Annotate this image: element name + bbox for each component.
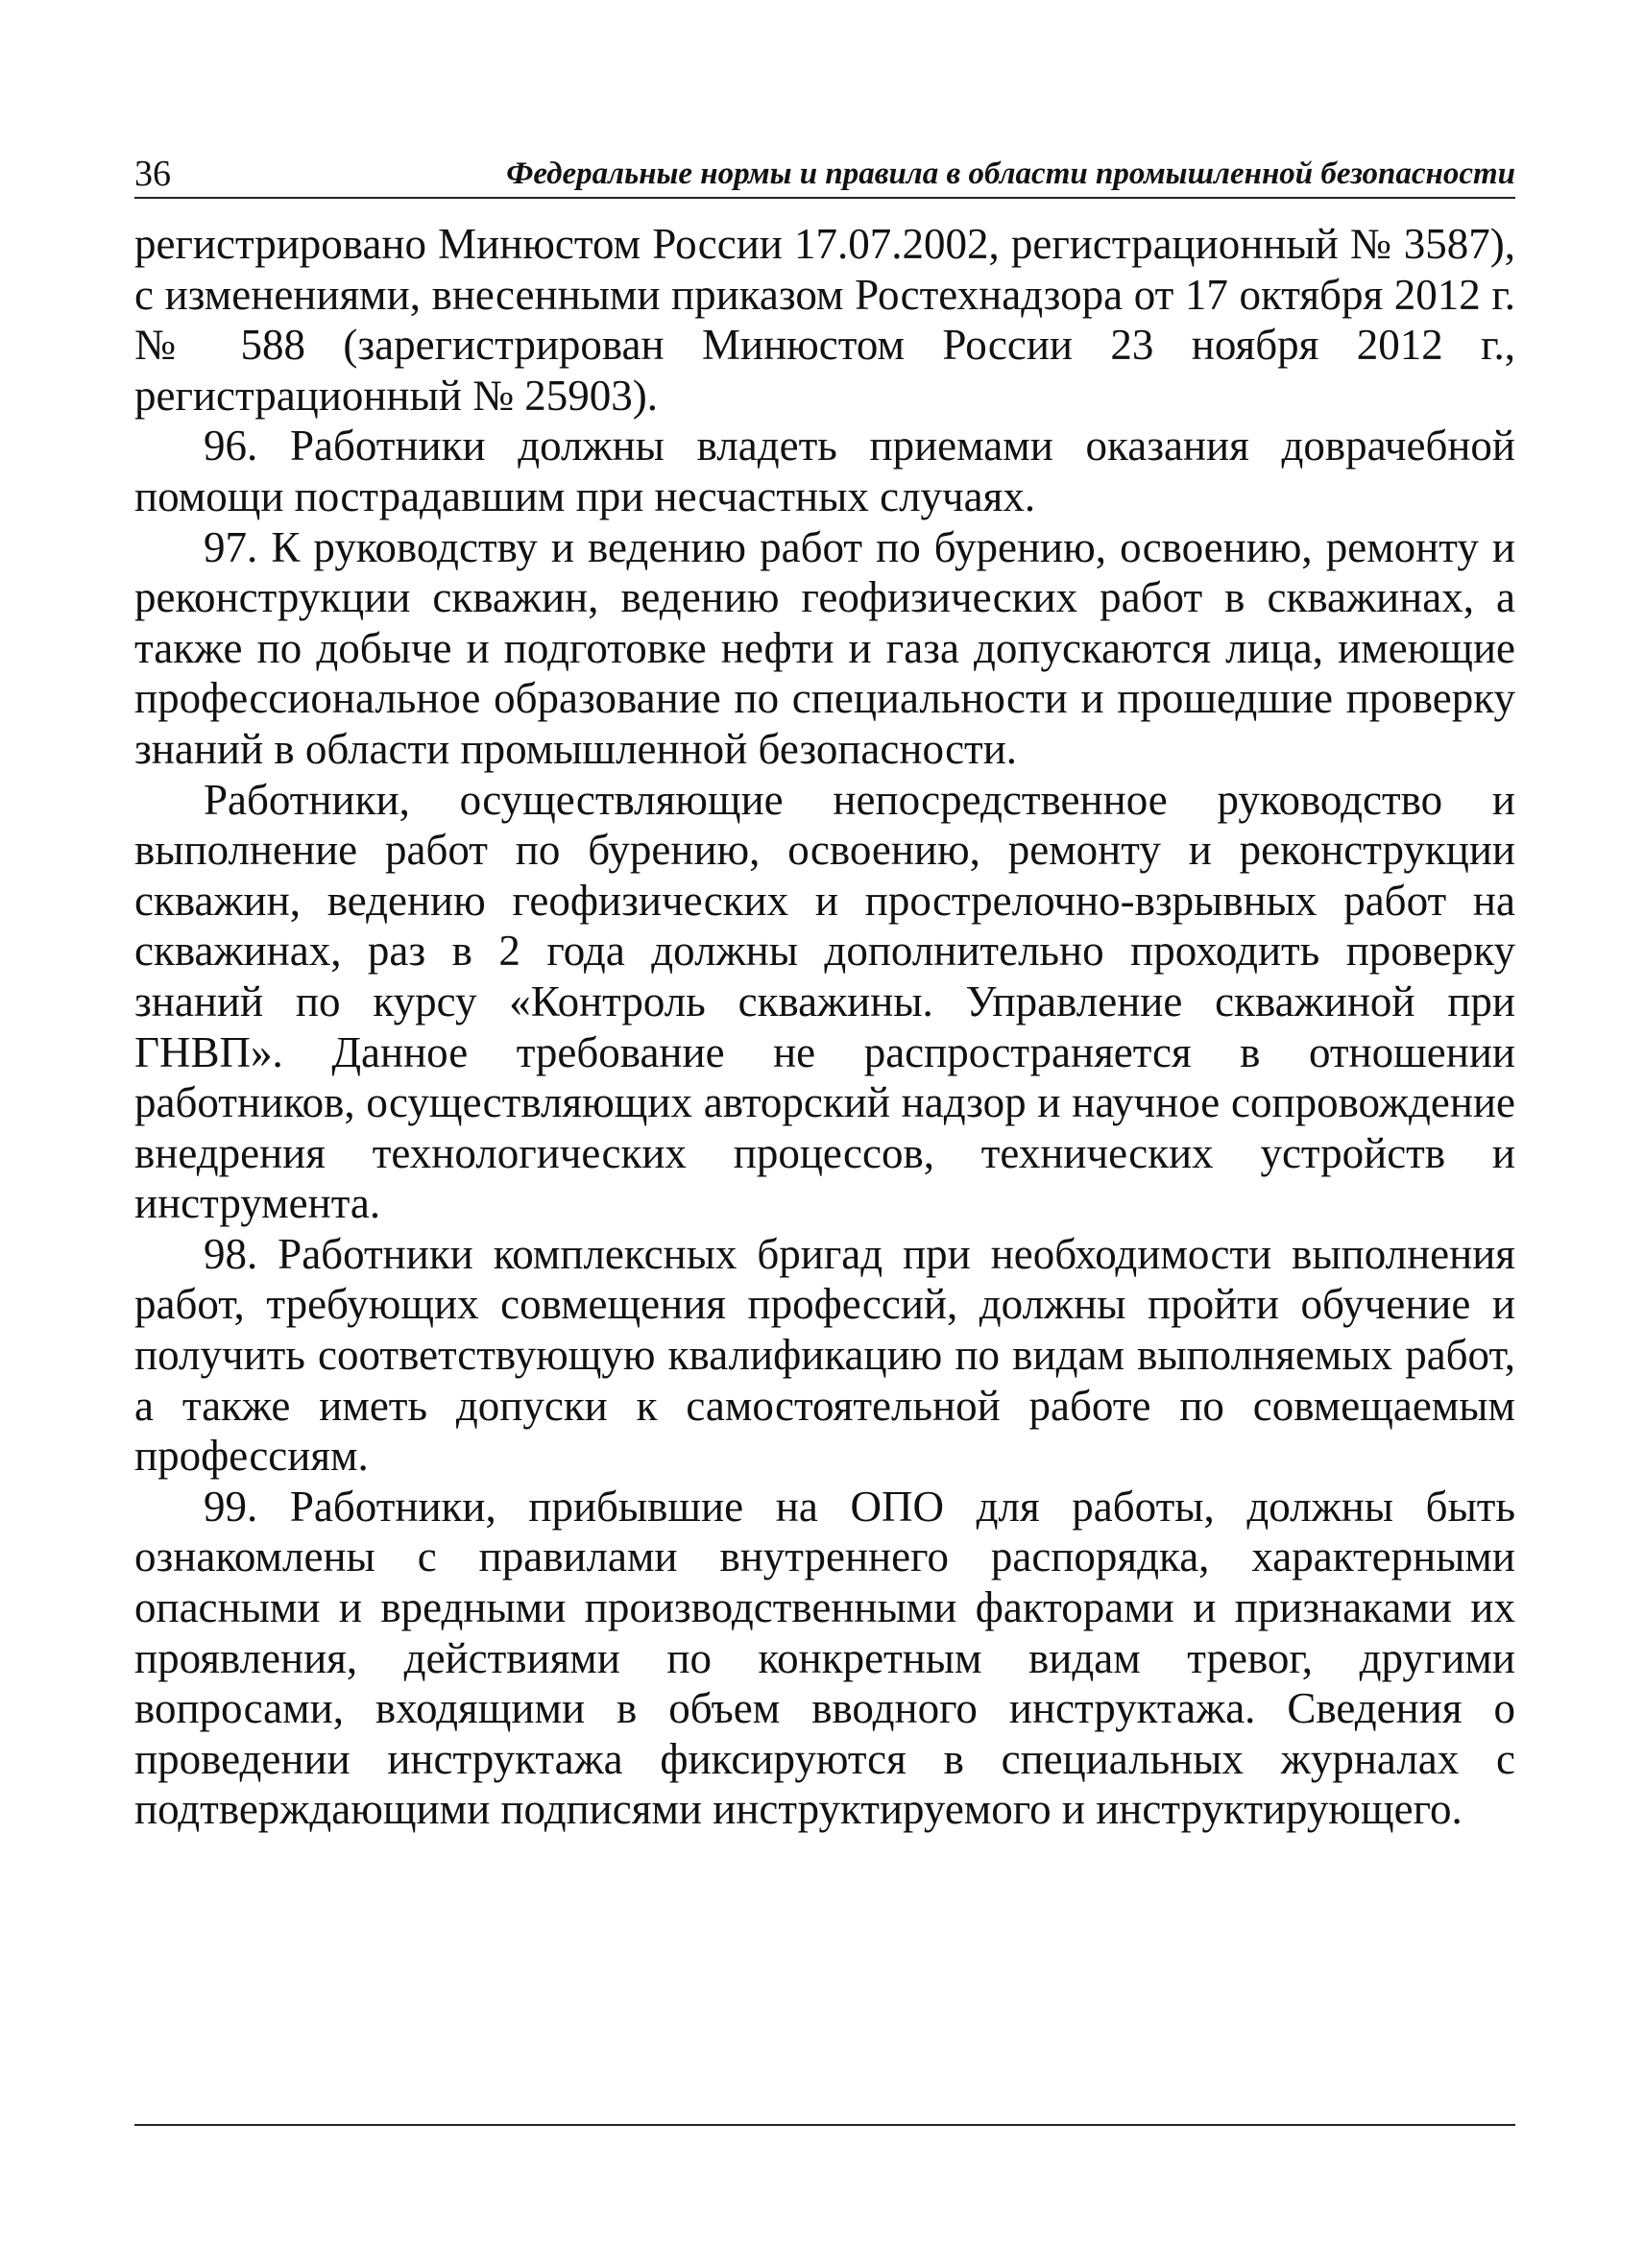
page-header [134, 146, 1515, 196]
paragraph-item-97-continuation: Работники, осуществляющие непосредственное руководство и выполнение работ по бурению, освоению, ремонту и реконструкции скважин, ведению геофизических и прострелочно-взрывных работ на скважинах, раз в 2 года должны дополнительно проходить проверку знаний по курсу «Контроль скважины. Управление скважиной при ГНВП». Данное требование не распространяется в отношении работников, осуществляющих авторский надзор и научное сопровождение внедрения технологических процессов, технических устройств и инструмента. [134, 775, 1515, 1228]
paragraph-item-99: 99. Работники, прибывшие на ОПО для работы, должны быть ознакомлены с правилами внутреннего распорядка, характерными опасными и вредными производственными факторами и признаками их проявления, действиями по конкретным видам тревог, другими вопросами, входящими в объем вводного инструктажа. Сведения о проведении инструктажа фиксируются в специальных журналах с подтверждающими подписями инструктируемого и инструктирующего. [134, 1482, 1515, 1834]
paragraph-item-96: 96. Работники должны владеть приемами оказания доврачебной помощи пострадавшим при несчастных случаях. [134, 422, 1515, 520]
footer-divider [134, 2124, 1515, 2126]
header-divider [134, 197, 1515, 199]
body-text [134, 219, 1515, 1835]
page-number: 36 [134, 154, 171, 194]
paragraph-item-97: 97. К руководству и ведению работ по бурению, освоению, ремонту и реконструкции скважин, ведению геофизических работ в скважинах, а также по добыче и подготовке нефти и газа допускаются лица, имеющие профессиональное образование по специальности и прошедшие проверку знаний в области промышленной безопасности. [134, 522, 1515, 773]
paragraph-continuation: регистрировано Минюстом России 17.07.2002, регистрационный № 3587), с изменениями, внесенными приказом Ростехнадзора от 17 октября 2012 г. № 588 (зарегистрирован Минюстом России 23 ноября 2012 г., регистрационный № 25903). [134, 220, 1515, 420]
paragraph-item-98: 98. Работники комплексных бригад при необходимости выполнения работ, требующих совмещения профессий, должны пройти обучение и получить соответствующую квалификацию по видам выполняемых работ, а также иметь допуски к самостоятельной работе по совмещаемым профессиям. [134, 1229, 1515, 1481]
running-title: Федеральные нормы и правила в области промышленной безопасности [506, 157, 1515, 191]
